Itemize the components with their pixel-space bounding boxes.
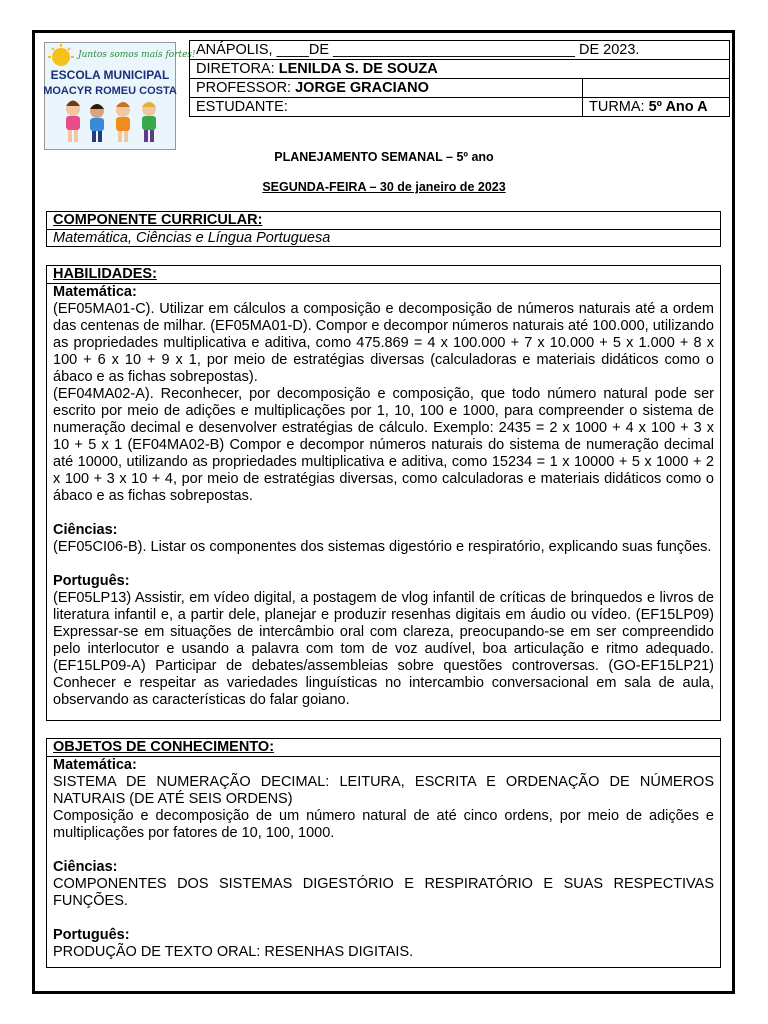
hab-matematica-p1: (EF05MA01-C). Utilizar em cálculos a composição e decomposição de números naturais até a ordem das centenas de milhar. (EF05MA01-D). Compor e decompor números naturais até 100.000, utilizando as propriedades multiplicativa e aditiva, como 475.869 = 4 x 100.000 + 7 x 10.000 + 5 x 1.000 + 8 x 100 + 6 x 10 + 9 x 1, por meio de estratégias diversas (calculadoras e materiais didáticos como o ábaco e as fichas sobrepostas). [53,301,714,385]
objetos-body [47,757,720,961]
hab-ciencias-label: Ciências: [53,522,118,538]
habilidades-section [46,265,721,721]
director-name: LENILDA S. DE SOUZA [278,61,438,77]
day-title: SEGUNDA-FEIRA – 30 de janeiro de 2023 [262,180,506,194]
hab-portugues-label: Português: [53,573,130,589]
logo-line2: MOACYR ROMEU COSTA [43,85,177,97]
habilidades-body [47,284,720,709]
logo-slogan: Juntos somos mais fortes! [78,50,196,60]
teacher-row [190,79,583,98]
planning-title: PLANEJAMENTO SEMANAL – 5º ano [274,150,494,164]
hab-ciencias-p1: (EF05CI06-B). Listar os componentes dos sistemas digestório e respiratório, explicando suas funções. [53,539,712,555]
hab-portugues-p1: (EF05LP13) Assistir, em vídeo digital, a postagem de vlog infantil de críticas de brinquedos e livros de literatura infantil e, a partir dele, planejar e produzir resenhas digitais em áudio ou vídeo. (EF15LP09) Expressar-se em situações de intercâmbio oral com clareza, preocupando-se em ser compreendido pelo interlocutor e usando a palavra com tom de voz audível, boa articulação e ritmo adequado. (EF15LP09-A) Participar de debates/assembleias sobre questões controversas. (GO-EF15LP21) Conhecer e respeitar as variedades linguísticas no intercambio conversacional em sala de aula, observando as características do falar goiano. [53,590,714,708]
objetos-section [46,738,721,968]
header-table [189,40,730,117]
student-cell: ESTUDANTE: [190,98,583,117]
obj-ciencias-p1: COMPONENTES DOS SISTEMAS DIGESTÓRIO E RESPIRATÓRIO E SUAS RESPECTIVAS FUNÇÕES. [53,876,714,909]
hab-matematica-p2: (EF04MA02-A). Reconhecer, por decomposição e composição, que todo número natural pode ser escrito por meio de adições e multiplicações por 1, 10, 100 e 1000, para compreender o sistema de numeração decimal e desenvolver estratégias de cálculo. Exemplo: 2435 = 2 x 1000 + 4 x 100 + 3 x 10 + 5 x 1 (EF04MA02-B) Compor e decompor números naturais do sistema de numeração decimal até 10000, utilizando as propriedades multiplicativa e aditiva, como 15234 = 1 x 10000 + 5 x 1000 + 2 x 100 + 3 x 10 + 4, por meio de estratégias diversas, como calculadoras e materiais didáticos como o ábaco e as fichas sobrepostas. [53,386,714,504]
school-logo-art [43,43,196,149]
habilidades-heading: HABILIDADES: [47,266,720,284]
componente-section [46,211,721,247]
class-value: 5º Ano A [648,99,708,115]
obj-matematica-p1: SISTEMA DE NUMERAÇÃO DECIMAL: LEITURA, ESCRITA E ORDENAÇÃO DE NÚMEROS NATURAIS (DE ATÉ SEIS ORDENS) [53,774,714,807]
school-logo [43,42,196,150]
children-illustration [66,101,156,143]
class-cell [583,98,730,117]
teacher-row-blank [583,79,730,98]
componente-heading: COMPONENTE CURRICULAR: [47,212,720,230]
city-date-line: ANÁPOLIS, ____DE ______________________________ DE 2023. [190,41,730,60]
logo-line1: ESCOLA MUNICIPAL [50,68,170,82]
teacher-label: PROFESSOR: [196,80,296,96]
director-label: DIRETORA: [196,61,279,77]
obj-portugues-p1: PRODUÇÃO DE TEXTO ORAL: RESENHAS DIGITAIS. [53,944,414,960]
class-label: TURMA: [589,99,649,115]
hab-matematica-label: Matemática: [53,284,137,300]
componente-value: Matemática, Ciências e Língua Portuguesa [53,230,331,246]
obj-ciencias-label: Ciências: [53,859,118,875]
obj-matematica-label: Matemática: [53,757,137,773]
obj-matematica-p2: Composição e decomposição de um número natural de até cinco ordens, por meio de adições e multiplicações por fatores de 10, 100, 1000. [53,808,714,841]
objetos-heading: OBJETOS DE CONHECIMENTO: [47,739,720,757]
director-row [190,60,730,79]
teacher-name: JORGE GRACIANO [295,80,429,96]
obj-portugues-label: Português: [53,927,130,943]
